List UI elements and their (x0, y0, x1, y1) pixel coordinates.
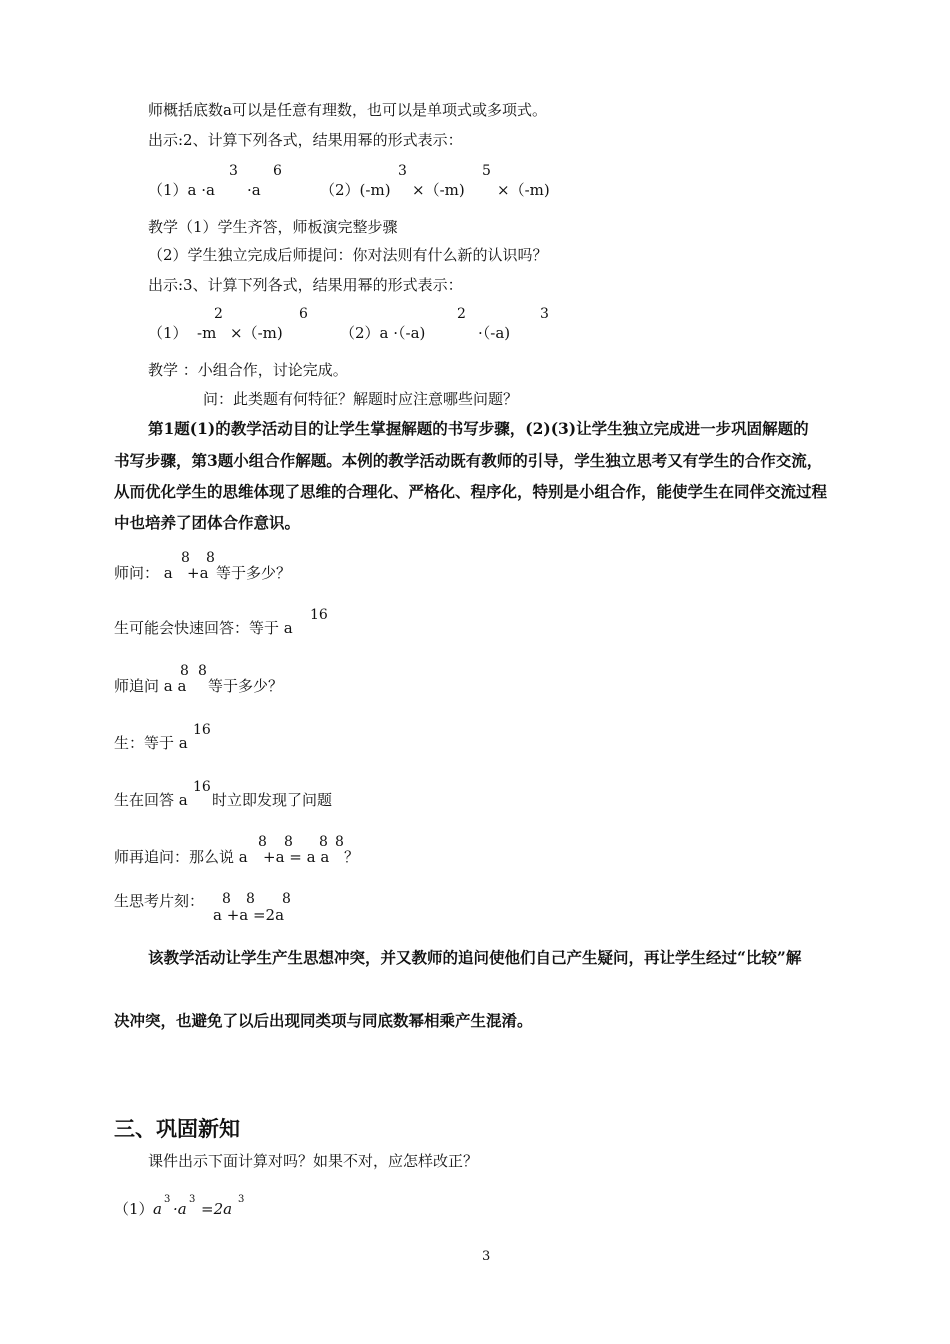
exponent: 8 (284, 834, 293, 850)
exponent: 3 (189, 1194, 196, 1205)
text-line: ·（-a) (478, 324, 511, 342)
exponent: 8 (246, 891, 255, 907)
exponent: 8 (335, 834, 344, 850)
exponent: 5 (482, 163, 491, 179)
exponent: 8 (181, 550, 190, 566)
exponent: 2 (457, 306, 466, 322)
exponent: 3 (398, 163, 407, 179)
exponent: 6 (273, 163, 282, 179)
text-line: 等于多少？ (208, 677, 284, 695)
dialogue-line: 生可能会快速回答：等于 a (114, 619, 293, 637)
text-line: （1） (148, 324, 188, 342)
dialogue-line: 师问： a (114, 564, 173, 582)
exponent: 16 (193, 722, 211, 738)
exponent: 8 (222, 891, 231, 907)
dialogue-line: 生思考片刻： (114, 892, 205, 910)
text-line: （2）a ·（-a) (340, 324, 426, 342)
exponent: 8 (206, 550, 215, 566)
exponent: 3 (229, 163, 238, 179)
exponent: 8 (319, 834, 328, 850)
text-line: （2）学生独立完成后师提问：你对法则有什么新的认识吗？ (148, 246, 548, 264)
text-line: 问：此类题有何特征？解题时应注意哪些问题？ (203, 390, 519, 408)
exponent: 3 (164, 1194, 171, 1205)
text-line: 等于多少？ (216, 564, 292, 582)
text-line: +a (187, 564, 209, 582)
text-line: ×（-m) (230, 324, 283, 342)
exponent: 2 (214, 306, 223, 322)
text-line: a +a =2a (213, 906, 285, 924)
commentary-line: 书写步骤，第3题小组合作解题。本例的教学活动既有教师的引导，学生独立思考又有学生的合作交流， (114, 451, 823, 470)
formula-term: =2a (201, 1200, 233, 1218)
formula-term: ·a (173, 1200, 187, 1218)
commentary-line: 决冲突，也避免了以后出现同类项与同底数幂相乘产生混淆。 (114, 1011, 533, 1030)
dialogue-line: 生：等于 a (114, 734, 188, 752)
text-line: 师概括底数a可以是任意有理数，也可以是单项式或多项式。 (148, 101, 547, 119)
exponent: 16 (310, 607, 328, 623)
page-number: 3 (482, 1249, 491, 1264)
exponent: 3 (238, 1194, 245, 1205)
dialogue-line: 师追问 a a (114, 677, 187, 695)
section-heading: 三、巩固新知 (114, 1117, 240, 1141)
text-line: 教学（1）学生齐答，师板演完整步骤 (148, 218, 398, 236)
commentary-line: 第1题(1)的教学活动目的让学生掌握解题的书写步骤，(2)(3)让学生独立完成进一步巩固解题的 (148, 419, 809, 438)
exponent: 8 (198, 663, 207, 679)
text-line: ？ (344, 848, 360, 866)
text-line: ×（-m) (497, 181, 550, 199)
exponent: 8 (282, 891, 291, 907)
commentary-line: 该教学活动让学生产生思想冲突，并又教师的追问使他们自己产生疑问，再让学生经过“比较”解 (148, 948, 802, 967)
dialogue-line: 师再追问：那么说 a (114, 848, 248, 866)
text-line: （1）a ·a (148, 181, 215, 199)
exponent: 8 (258, 834, 267, 850)
exponent: 3 (540, 306, 549, 322)
text-line: 出示:3、计算下列各式，结果用幂的形式表示： (148, 276, 463, 294)
exponent: 16 (193, 779, 211, 795)
text-line: 课件出示下面计算对吗？如果不对，应怎样改正？ (148, 1152, 479, 1170)
formula-term: a (153, 1200, 162, 1218)
text-line: +a = a a (263, 848, 330, 866)
text-line: ·a (247, 181, 261, 199)
commentary-line: 从而优化学生的思维体现了思维的合理化、严格化、程序化，特别是小组合作，能使学生在同伴交流过程 (114, 482, 828, 501)
commentary-line: 中也培养了团体合作意识。 (114, 513, 301, 532)
exponent: 8 (180, 663, 189, 679)
text-line: ×（-m) (412, 181, 465, 199)
text-line: （2）(-m) (320, 181, 391, 199)
exponent: 6 (299, 306, 308, 322)
text-line: 出示:2、计算下列各式，结果用幂的形式表示： (148, 131, 463, 149)
text-line: 教学 ：小组合作，讨论完成。 (148, 361, 348, 379)
text-line: 时立即发现了问题 (212, 791, 333, 809)
text-line: -m (197, 324, 217, 342)
text-line: （1） (114, 1200, 154, 1218)
dialogue-line: 生在回答 a (114, 791, 188, 809)
